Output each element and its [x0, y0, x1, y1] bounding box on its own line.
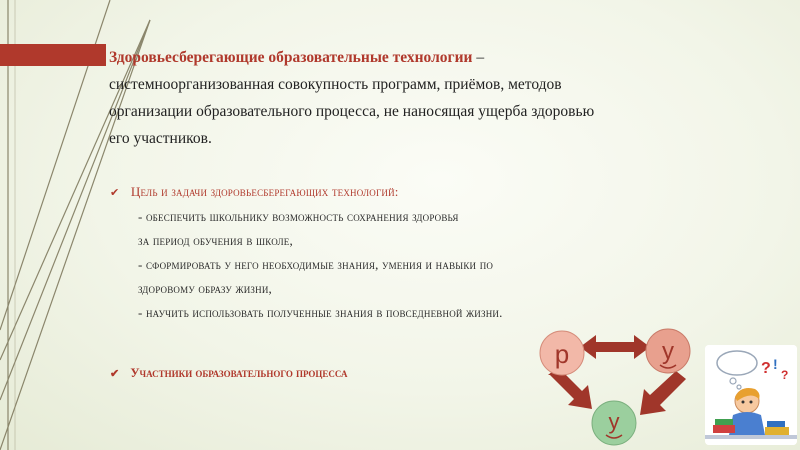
definition-paragraph — [109, 44, 739, 152]
definition-line: его участников. — [109, 130, 212, 147]
participants-row — [110, 366, 347, 381]
goal-line: - обеспечить школьнику возможность сохранения здоровья — [138, 209, 459, 224]
svg-text:?: ? — [761, 360, 771, 377]
svg-text:!: ! — [773, 356, 778, 372]
goals-heading-row — [110, 180, 770, 205]
goal-line: - научить использовать полученные знания в повседневной жизни. — [138, 305, 503, 320]
definition-term: Здоровьесберегающие образовательные технологии — [109, 49, 473, 66]
definition-line: системноорганизованная совокупность программ, приёмов, методов — [109, 76, 562, 93]
title-accent-bar — [0, 44, 106, 66]
definition-dash: – — [472, 49, 485, 66]
goals-section — [110, 180, 770, 325]
double-arrow-icon — [580, 335, 650, 359]
goals-heading: Цель и задачи здоровьесберегающих технологий: — [130, 184, 399, 199]
node-u-bottom-label: у — [608, 409, 620, 434]
participants-cycle-diagram — [530, 325, 700, 447]
goal-line: - сформировать у него необходимые знания, умения и навыки по — [138, 257, 494, 272]
bullet-icon: ✔ — [110, 187, 120, 199]
definition-line: организации образовательного процесса, не наносящая ущерба здоровью — [109, 103, 595, 120]
bullet-icon: ✔ — [110, 368, 120, 380]
arrow-down-left-icon — [640, 371, 686, 415]
node-r-label: р — [554, 339, 570, 369]
thinking-child-clipart — [705, 345, 797, 445]
node-u-right-label: у — [662, 338, 674, 365]
svg-text:?: ? — [781, 368, 789, 382]
goal-line: за период обучения в школе, — [138, 233, 293, 248]
participants-heading: Участники образовательного процесса — [130, 366, 348, 380]
goal-line: здоровому образу жизни, — [138, 281, 272, 296]
